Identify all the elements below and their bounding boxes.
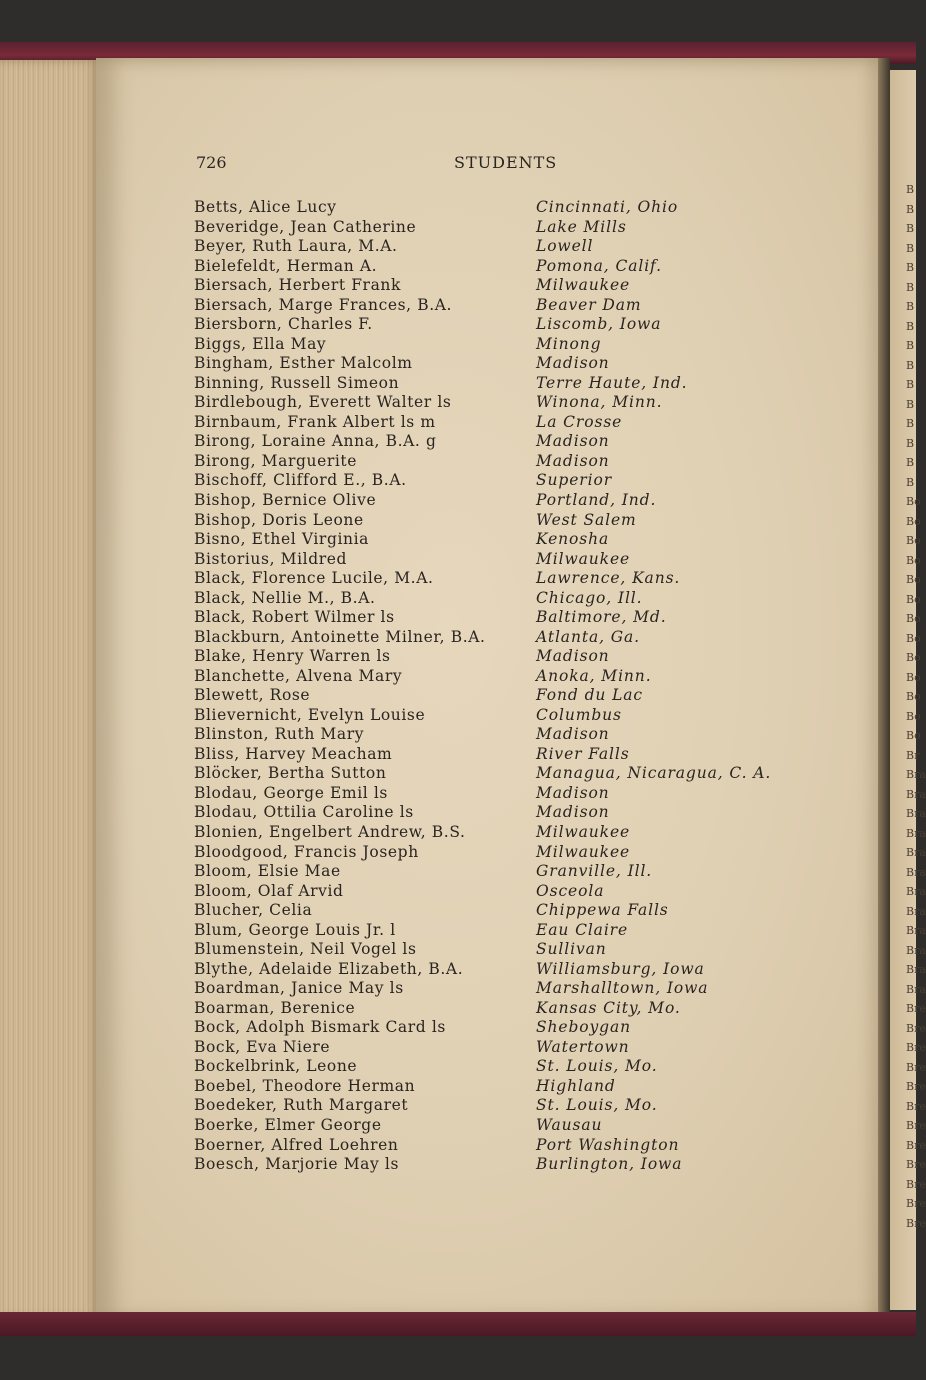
- facing-page-fragment: B: [906, 397, 915, 411]
- facing-page-fragment: Bre: [906, 1099, 926, 1113]
- facing-page-fragment: Bo: [906, 709, 921, 723]
- student-name: Bloom, Olaf Arvid: [194, 881, 344, 900]
- student-hometown: Milwaukee: [536, 823, 631, 841]
- student-hometown: St. Louis, Mo.: [536, 1057, 658, 1076]
- list-item: [0, 237, 880, 257]
- list-item: [0, 999, 880, 1019]
- student-name: Bishop, Doris Leone: [194, 510, 364, 529]
- list-item: [0, 1077, 880, 1097]
- facing-page-fragment: Bra: [906, 787, 926, 801]
- student-name: Bliss, Harvey Meacham: [194, 744, 393, 763]
- student-hometown: Madison: [536, 354, 610, 373]
- student-name: Blodau, Ottilia Caroline ls: [194, 803, 414, 822]
- facing-page-fragment: B: [906, 417, 915, 430]
- student-hometown: Watertown: [536, 1037, 630, 1056]
- facing-page-fragment: Bo: [906, 534, 921, 547]
- facing-page-fragment: Bre: [906, 1119, 926, 1132]
- list-item: [0, 491, 880, 511]
- list-item: [0, 667, 880, 687]
- student-hometown: Portland, Ind.: [536, 490, 657, 509]
- student-hometown: Superior: [536, 471, 613, 490]
- facing-page-fragment: Bo: [906, 651, 921, 664]
- student-name: Beveridge, Jean Catherine: [194, 217, 417, 236]
- page-title: STUDENTS: [454, 153, 558, 172]
- list-item: [0, 901, 880, 921]
- facing-page-fragment: B: [906, 300, 915, 313]
- facing-page-fragment: B: [906, 436, 915, 450]
- facing-page-fragment: B: [906, 319, 915, 333]
- facing-page-fragment: Bra: [906, 768, 926, 781]
- student-name: Bischoff, Clifford E., B.A.: [194, 471, 407, 490]
- list-item: [0, 569, 880, 589]
- student-name: Beyer, Ruth Laura, M.A.: [194, 237, 398, 256]
- facing-page-fragment: Bra: [906, 807, 926, 820]
- student-name: Bock, Adolph Bismark Card ls: [194, 1018, 446, 1037]
- list-item: [0, 413, 880, 433]
- list-item: [0, 218, 880, 238]
- student-hometown: Madison: [536, 725, 610, 744]
- facing-page-fragment: Bre: [906, 1177, 926, 1191]
- student-name: Bloodgood, Francis Joseph: [194, 842, 419, 861]
- list-item: [0, 686, 880, 706]
- student-name: Blucher, Celia: [194, 901, 313, 920]
- student-hometown: Madison: [536, 647, 610, 666]
- student-hometown: Milwaukee: [536, 549, 631, 568]
- facing-page-fragment: B: [906, 261, 915, 274]
- facing-page-fragment: B: [906, 280, 915, 294]
- student-name: Boesch, Marjorie May ls: [194, 1155, 399, 1174]
- student-name: Birong, Marguerite: [194, 451, 358, 470]
- student-hometown: Anoka, Minn.: [536, 666, 652, 685]
- student-hometown: Baltimore, Md.: [536, 608, 667, 627]
- student-name: Blewett, Rose: [194, 686, 311, 705]
- facing-page-fragment: Bo: [906, 612, 921, 625]
- student-hometown: West Salem: [536, 510, 637, 529]
- list-item: [0, 432, 880, 452]
- facing-page-fragment: Bra: [906, 924, 926, 937]
- facing-page-fragment: Bre: [906, 1216, 926, 1230]
- student-hometown: Chippewa Falls: [536, 901, 669, 920]
- student-name: Birong, Loraine Anna, B.A. g: [194, 432, 437, 451]
- book-cover-bottom-edge: [0, 1312, 916, 1336]
- student-name: Blackburn, Antoinette Milner, B.A.: [194, 627, 486, 646]
- facing-page-fragment: Bra: [906, 982, 926, 996]
- student-hometown: Winona, Minn.: [536, 393, 663, 412]
- list-item: [0, 354, 880, 374]
- student-name: Bistorius, Mildred: [194, 549, 348, 568]
- student-hometown: Milwaukee: [536, 276, 631, 295]
- facing-page-fragment: Bo: [906, 631, 921, 645]
- student-name: Birdlebough, Everett Walter ls: [194, 393, 452, 412]
- student-name: Biersach, Marge Frances, B.A.: [194, 295, 453, 314]
- student-hometown: Highland: [536, 1076, 616, 1095]
- facing-page-fragment: Bra: [906, 846, 926, 859]
- facing-page-fragment: B: [906, 378, 915, 391]
- facing-page-fragment: B: [906, 339, 915, 352]
- facing-page-fragment: B: [906, 475, 915, 489]
- list-item: [0, 511, 880, 531]
- student-name: Blodau, George Emil ls: [194, 783, 388, 802]
- student-hometown: Lawrence, Kans.: [536, 569, 681, 588]
- student-name: Boardman, Janice May ls: [194, 979, 404, 998]
- facing-page-fragment: B: [906, 241, 915, 255]
- list-item: [0, 276, 880, 296]
- facing-page-fragment: Bra: [906, 904, 926, 918]
- list-item: [0, 940, 880, 960]
- student-name: Boebel, Theodore Herman: [194, 1076, 416, 1095]
- list-item: [0, 471, 880, 491]
- student-hometown: St. Louis, Mo.: [536, 1096, 658, 1115]
- page-number: 726: [196, 153, 227, 172]
- student-name: Blievernicht, Evelyn Louise: [194, 705, 426, 724]
- list-item: [0, 550, 880, 570]
- student-hometown: Eau Claire: [536, 920, 629, 939]
- student-name: Black, Florence Lucile, M.A.: [194, 569, 434, 588]
- list-item: [0, 198, 880, 218]
- list-item: [0, 882, 880, 902]
- list-item: [0, 589, 880, 609]
- student-name: Blum, George Louis Jr. l: [194, 920, 396, 939]
- student-hometown: Lake Mills: [536, 217, 627, 236]
- list-item: [0, 296, 880, 316]
- list-item: [0, 1038, 880, 1058]
- student-hometown: Kansas City, Mo.: [536, 998, 681, 1017]
- list-item: [0, 452, 880, 472]
- facing-page-fragment: Bre: [906, 1002, 926, 1015]
- student-hometown: Madison: [536, 783, 610, 802]
- student-hometown: Sullivan: [536, 940, 607, 959]
- facing-page-fragment: Bo: [906, 553, 921, 567]
- student-name: Bock, Eva Niere: [194, 1037, 331, 1056]
- facing-page-fragment: B: [906, 358, 915, 372]
- student-name: Blöcker, Bertha Sutton: [194, 764, 387, 783]
- list-item: [0, 960, 880, 980]
- facing-page-fragment: Bra: [906, 885, 926, 898]
- list-item: [0, 393, 880, 413]
- student-hometown: Fond du Lac: [536, 686, 644, 705]
- student-hometown: Lowell: [536, 237, 594, 256]
- student-hometown: Pomona, Calif.: [536, 256, 662, 275]
- student-name: Blonien, Engelbert Andrew, B.S.: [194, 823, 466, 841]
- facing-page-fragment: Bre: [906, 1138, 926, 1152]
- list-item: [0, 335, 880, 355]
- facing-page-fragment: B: [906, 456, 915, 469]
- student-hometown: Atlanta, Ga.: [536, 627, 641, 646]
- list-item: [0, 315, 880, 335]
- facing-page-fragment: B: [906, 202, 915, 216]
- facing-page-fragment: Bra: [906, 963, 926, 976]
- facing-page-fragment: Bre: [906, 1158, 926, 1171]
- student-name: Bingham, Esther Malcolm: [194, 354, 413, 373]
- student-hometown: Burlington, Iowa: [536, 1155, 683, 1174]
- student-hometown: Marshalltown, Iowa: [536, 979, 709, 998]
- facing-page-fragment: Bo: [906, 670, 921, 684]
- student-name: Boerke, Elmer George: [194, 1115, 382, 1134]
- student-hometown: Kenosha: [536, 530, 610, 549]
- facing-page-fragment: B: [906, 183, 915, 196]
- student-hometown: Port Washington: [536, 1135, 680, 1154]
- student-name: Blanchette, Alvena Mary: [194, 666, 403, 685]
- list-item: [0, 979, 880, 999]
- list-item: [0, 628, 880, 648]
- student-name: Blinston, Ruth Mary: [194, 725, 365, 744]
- facing-page-fragment: Bre: [906, 1021, 926, 1035]
- student-name: Boerner, Alfred Loehren: [194, 1135, 399, 1154]
- student-hometown: Wausau: [536, 1115, 603, 1134]
- student-name: Biersborn, Charles F.: [194, 315, 373, 334]
- list-item: [0, 706, 880, 726]
- student-hometown: Madison: [536, 451, 610, 470]
- student-hometown: La Crosse: [536, 412, 623, 431]
- list-item: [0, 374, 880, 394]
- list-item: [0, 745, 880, 765]
- student-hometown: Williamsburg, Iowa: [536, 959, 705, 978]
- student-name: Blumenstein, Neil Vogel ls: [194, 940, 417, 959]
- student-name: Betts, Alice Lucy: [194, 198, 337, 216]
- facing-page-fragment: Bre: [906, 1080, 926, 1093]
- list-item: [0, 647, 880, 667]
- student-name: Black, Robert Wilmer ls: [194, 608, 395, 627]
- student-name: Bisno, Ethel Virginia: [194, 530, 370, 549]
- facing-page-fragment: Bo: [906, 514, 921, 528]
- student-hometown: Beaver Dam: [536, 295, 642, 314]
- student-name: Bloom, Elsie Mae: [194, 862, 341, 881]
- facing-page-fragment: Bra: [906, 826, 926, 840]
- student-name: Blake, Henry Warren ls: [194, 647, 391, 666]
- facing-page-fragment: Bra: [906, 943, 926, 957]
- student-name: Bockelbrink, Leone: [194, 1057, 358, 1076]
- student-hometown: Osceola: [536, 881, 605, 900]
- student-hometown: Minong: [536, 334, 602, 353]
- facing-page-fragment: Bre: [906, 1060, 926, 1074]
- list-item: [0, 1116, 880, 1136]
- list-item: [0, 725, 880, 745]
- page-header: [0, 153, 916, 177]
- student-name: Black, Nellie M., B.A.: [194, 588, 376, 607]
- student-name: Biersach, Herbert Frank: [194, 276, 401, 295]
- facing-page-edge: [890, 70, 926, 1310]
- student-name: Boedeker, Ruth Margaret: [194, 1096, 409, 1115]
- student-name: Binning, Russell Simeon: [194, 373, 400, 392]
- facing-page-fragment: Bra: [906, 865, 926, 879]
- facing-page-fragment: Bo: [906, 729, 921, 742]
- list-item: [0, 1018, 880, 1038]
- student-name: Bielefeldt, Herman A.: [194, 256, 378, 275]
- facing-page-fragment: Bo: [906, 592, 921, 606]
- list-item: [0, 608, 880, 628]
- student-name: Bishop, Bernice Olive: [194, 490, 377, 509]
- facing-page-fragment: Bre: [906, 1197, 926, 1210]
- facing-page-fragment: B: [906, 222, 915, 235]
- student-hometown: Madison: [536, 432, 610, 451]
- facing-page-fragment: Br: [906, 748, 920, 762]
- list-item: [0, 764, 880, 784]
- student-hometown: Terre Haute, Ind.: [536, 373, 688, 392]
- list-item: [0, 823, 880, 843]
- list-item: [0, 921, 880, 941]
- student-name: Biggs, Ella May: [194, 334, 327, 353]
- student-hometown: Managua, Nicaragua, C. A.: [536, 764, 772, 783]
- facing-page-fragment: Bo: [906, 690, 921, 703]
- student-name: Blythe, Adelaide Elizabeth, B.A.: [194, 959, 464, 978]
- facing-page-fragment: Bo: [906, 495, 921, 508]
- student-hometown: Chicago, Ill.: [536, 588, 643, 607]
- list-item: [0, 1136, 880, 1156]
- list-item: [0, 530, 880, 550]
- student-name: Birnbaum, Frank Albert ls m: [194, 412, 436, 431]
- list-item: [0, 257, 880, 277]
- student-list: [0, 198, 880, 1175]
- student-hometown: Cincinnati, Ohio: [536, 198, 679, 216]
- list-item: [0, 784, 880, 804]
- list-item: [0, 803, 880, 823]
- list-item: [0, 1057, 880, 1077]
- student-hometown: Sheboygan: [536, 1018, 632, 1037]
- student-hometown: Granville, Ill.: [536, 862, 653, 881]
- list-item: [0, 862, 880, 882]
- list-item: [0, 1096, 880, 1116]
- student-hometown: Milwaukee: [536, 842, 631, 861]
- student-hometown: River Falls: [536, 744, 630, 763]
- list-item: [0, 1155, 880, 1175]
- student-hometown: Liscomb, Iowa: [536, 315, 662, 334]
- list-item: [0, 843, 880, 863]
- facing-page-fragment: Bre: [906, 1041, 926, 1054]
- student-name: Boarman, Berenice: [194, 998, 356, 1017]
- facing-page-fragment: Bo: [906, 573, 921, 586]
- student-hometown: Columbus: [536, 705, 622, 724]
- student-hometown: Madison: [536, 803, 610, 822]
